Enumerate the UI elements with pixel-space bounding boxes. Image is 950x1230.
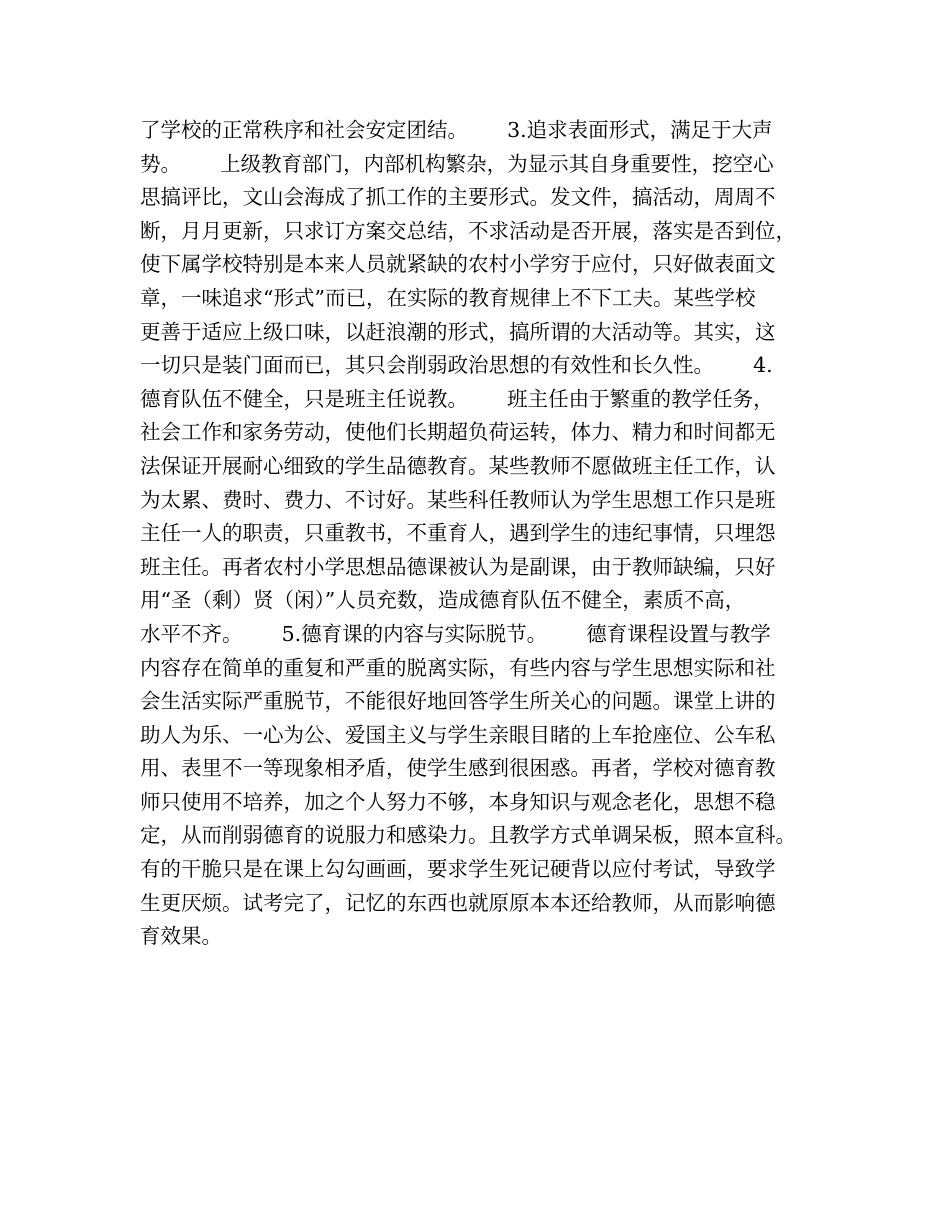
text-line: 用“圣（剩）贤（闲）”人员充数，造成德育队伍不健全，素质不高， [140,588,746,613]
text-line: 师只使用不培养，加之个人努力不够，本身知识与观念老化，思想不稳 [140,789,776,814]
text-line: 德育队伍不健全，只是班主任说教。 班主任由于繁重的教学任务， [140,386,774,411]
text-line: 主任一人的职责，只重教书，不重育人，遇到学生的违纪事情，只埋怨 [140,521,776,546]
text-line: 思搞评比，文山会海成了抓工作的主要形式。发文件，搞活动，周周不 [140,185,776,210]
text-line: 有的干脆只是在课上勾勾画画，要求学生死记硬背以应付考试，导致学 [140,857,776,882]
text-line: 会生活实际严重脱节，不能很好地回答学生所关心的问题。课堂上讲的 [140,689,776,714]
text-line: 为太累、费时、费力、不讨好。某些科任教师认为学生思想工作只是班 [140,487,776,512]
text-line: 了学校的正常秩序和社会安定团结。 3.追求表面形式，满足于大声 [140,118,773,142]
body-text [140,114,820,954]
text-line: 章，一味追求“形式”而已，在实际的教育规律上不下工夫。某些学校 [140,285,756,310]
text-line: 生更厌烦。试考完了，记忆的东西也就原原本本还给教师，从而影响德 [140,890,776,915]
text-line: 社会工作和家务劳动，使他们长期超负荷运转，体力、精力和时间都无 [140,420,776,445]
text-line: 水平不齐。 5.德育课的内容与实际脱节。 德育课程设置与教学 [140,621,771,646]
text-line: 一切只是装门面而已，其只会削弱政治思想的有效性和长久性。 4. [140,353,773,378]
text-line: 势。 上级教育部门，内部机构繁杂，为显示其自身重要性，挖空心 [140,151,774,176]
text-line: 内容存在简单的重复和严重的脱离实际，有些内容与学生思想实际和社 [140,655,776,680]
text-line: 班主任。再者农村小学思想品德课被认为是副课，由于教师缺编，只好 [140,554,776,579]
text-line: 更善于适应上级口味，以赶浪潮的形式，搞所谓的大活动等。其实，这 [140,319,776,344]
text-line: 定，从而削弱德育的说服力和感染力。且教学方式单调呆板，照本宣科。 [140,823,796,848]
text-line: 断，月月更新，只求订方案交总结，不求活动是否开展，落实是否到位， [140,218,796,243]
text-line: 法保证开展耐心细致的学生品德教育。某些教师不愿做班主任工作，认 [140,453,776,478]
text-line: 使下属学校特别是本来人员就紧缺的农村小学穷于应付，只好做表面文 [140,252,776,277]
text-line: 育效果。 [140,924,222,949]
text-line: 用、表里不一等现象相矛盾，使学生感到很困惑。再者，学校对德育教 [140,756,776,781]
text-line: 助人为乐、一心为公、爱国主义与学生亲眼目睹的上车抢座位、公车私 [140,722,776,747]
